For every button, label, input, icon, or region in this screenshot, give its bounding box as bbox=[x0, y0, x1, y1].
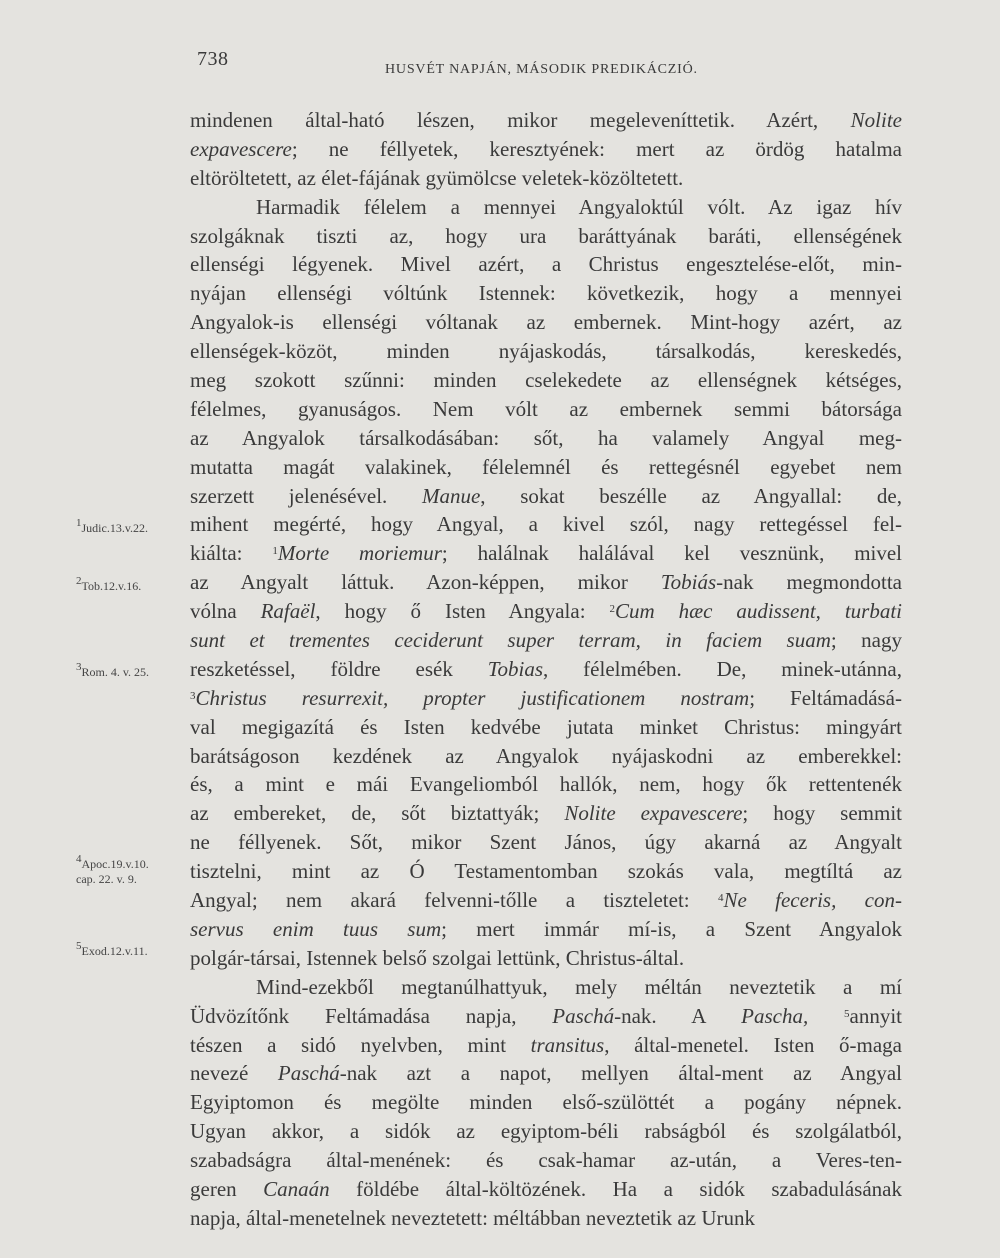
text-line: $^3$Christus resurrexit, propter justificationem nostram; Feltámadásá- bbox=[190, 685, 902, 710]
text-line: ellenségek-közöt, minden nyájaskodás, társalkodás, kereskedés, bbox=[190, 339, 902, 364]
text-line: Mind-ezekből megtanúlhattyuk, mely méltán neveztetik a mí bbox=[256, 974, 902, 999]
text-line: nevezé Paschá-nak azt a napot, mellyen által-ment az Angyal bbox=[190, 1061, 902, 1086]
text-line: napja, által-menetelnek neveztetett: méltábban neveztetik az Urunk bbox=[190, 1205, 755, 1230]
text-line: tészen a sidó nyelvben, mint transitus, által-menetel. Isten ő-maga bbox=[190, 1032, 902, 1057]
text-line: tisztelni, mint az Ó Testamentomban szokás vala, megtíltá az bbox=[190, 859, 902, 884]
text-line: sunt et trementes ceciderunt super terram, in faciem suam; nagy bbox=[190, 628, 903, 653]
margin-note: cap. 22. v. 9. bbox=[76, 872, 137, 886]
text-line: vólna Rafaël, hogy ő Isten Angyala: $^2$Cum hæc audissent, turbati bbox=[190, 599, 903, 624]
text-line: félelmes, gyanuságos. Nem vólt az embernek semmi bátorsága bbox=[190, 396, 902, 421]
text-line: Üdvözítőnk Feltámadása napja, Paschá-nak. A Pascha, $^5$annyit bbox=[190, 1003, 903, 1028]
text-line: mihent megérté, hogy Angyal, a kivel szól, nagy rettegéssel fel- bbox=[190, 512, 902, 537]
text-line: polgár-társai, Istennek belső szolgai lettünk, Christus-által. bbox=[190, 945, 685, 970]
text-line: geren Canaán földébe által-költözének. Ha a sidók szabadulásának bbox=[190, 1176, 902, 1201]
text-line: servus enim tuus sum; mert immár mí-is, a Szent Angyalok bbox=[190, 916, 902, 941]
margin-note: $^4$Apoc.19.v.10. bbox=[76, 853, 149, 871]
text-line: barátságoson kezdének az Angyalok nyájaskodni az emberekkel: bbox=[190, 743, 902, 768]
text-line: kiálta: $^1$Morte moriemur; halálnak halálával kel vesznünk, mivel bbox=[190, 541, 903, 566]
text-line: mindenen által-ható lészen, mikor megeleveníttetik. Azért, Nolite bbox=[190, 108, 902, 132]
text-line: Angyal; nem akará felvenni-tőlle a tiszteletet: $^4$Ne feceris, con- bbox=[190, 888, 902, 913]
text-line: expavescere; ne féllyetek, keresztyének: mert az ördög hatalma bbox=[190, 136, 902, 161]
text-line: az embereket, de, sőt biztattyák; Nolite expavescere; hogy semmit bbox=[190, 801, 902, 826]
text-line: Harmadik félelem a mennyei Angyaloktúl vólt. Az igaz hív bbox=[256, 194, 902, 219]
text-line: Ugyan akkor, a sidók az egyiptom-béli rabságból és szolgálatból, bbox=[190, 1119, 902, 1144]
text-line: nyájan ellenségi vóltúnk Istennek: következik, hogy a mennyei bbox=[190, 281, 902, 306]
text-line: reszketéssel, földre esék Tobias, félelmében. De, minek-utánna, bbox=[190, 656, 902, 681]
page-number: 738 bbox=[197, 48, 229, 70]
margin-note: $^5$Exod.12.v.11. bbox=[76, 940, 148, 958]
running-head: HUSVÉT NAPJÁN, MÁSODIK PREDIKÁCZIÓ. bbox=[385, 62, 698, 77]
margin-note: $^3$Rom. 4. v. 25. bbox=[76, 661, 150, 679]
text-line: Angyalok-is ellenségi vóltanak az embernek. Mint-hogy azért, az bbox=[190, 310, 902, 335]
margin-note: $^2$Tob.12.v.16. bbox=[76, 575, 142, 593]
text-line: ne féllyenek. Sőt, mikor Szent János, úgy akarná az Angyalt bbox=[190, 830, 902, 855]
margin-note: $^1$Judic.13.v.22. bbox=[76, 517, 149, 535]
text-line: mutatta magát valakinek, félelemnél és rettegésnél egyebet nem bbox=[190, 454, 902, 479]
text-line: Egyiptomon és megölte minden első-szülöttét a pogány népnek. bbox=[190, 1090, 902, 1115]
text-line: eltöröltetett, az élet-fájának gyümölcse veletek-közöltetett. bbox=[190, 165, 684, 190]
text-line: az Angyalt láttuk. Azon-képpen, mikor Tobiás-nak megmondotta bbox=[190, 570, 902, 595]
text-line: szabadságra által-menének: és csak-hamar az-után, a Veres-ten- bbox=[190, 1148, 902, 1173]
text-line: szerzett jelenésével. Manue, sokat beszélle az Angyallal: de, bbox=[190, 483, 902, 508]
text-line: és, a mint e mái Evangeliomból hallók, nem, hogy ők rettentenék bbox=[190, 772, 902, 797]
text-line: meg szokott szűnni: minden cselekedete az ellenségnek kétséges, bbox=[190, 368, 902, 393]
body-text bbox=[190, 106, 902, 1233]
text-line: ellenségi légyenek. Mivel azért, a Christus engesztelése-előt, min- bbox=[190, 252, 902, 277]
text-line: val megigazítá és Isten kedvébe jutata minket Christus: mingyárt bbox=[190, 714, 902, 739]
text-line: az Angyalok társalkodásában: sőt, ha valamely Angyal meg- bbox=[190, 425, 902, 450]
text-line: szolgáknak tiszti az, hogy ura baráttyának baráti, ellenségének bbox=[190, 223, 902, 248]
